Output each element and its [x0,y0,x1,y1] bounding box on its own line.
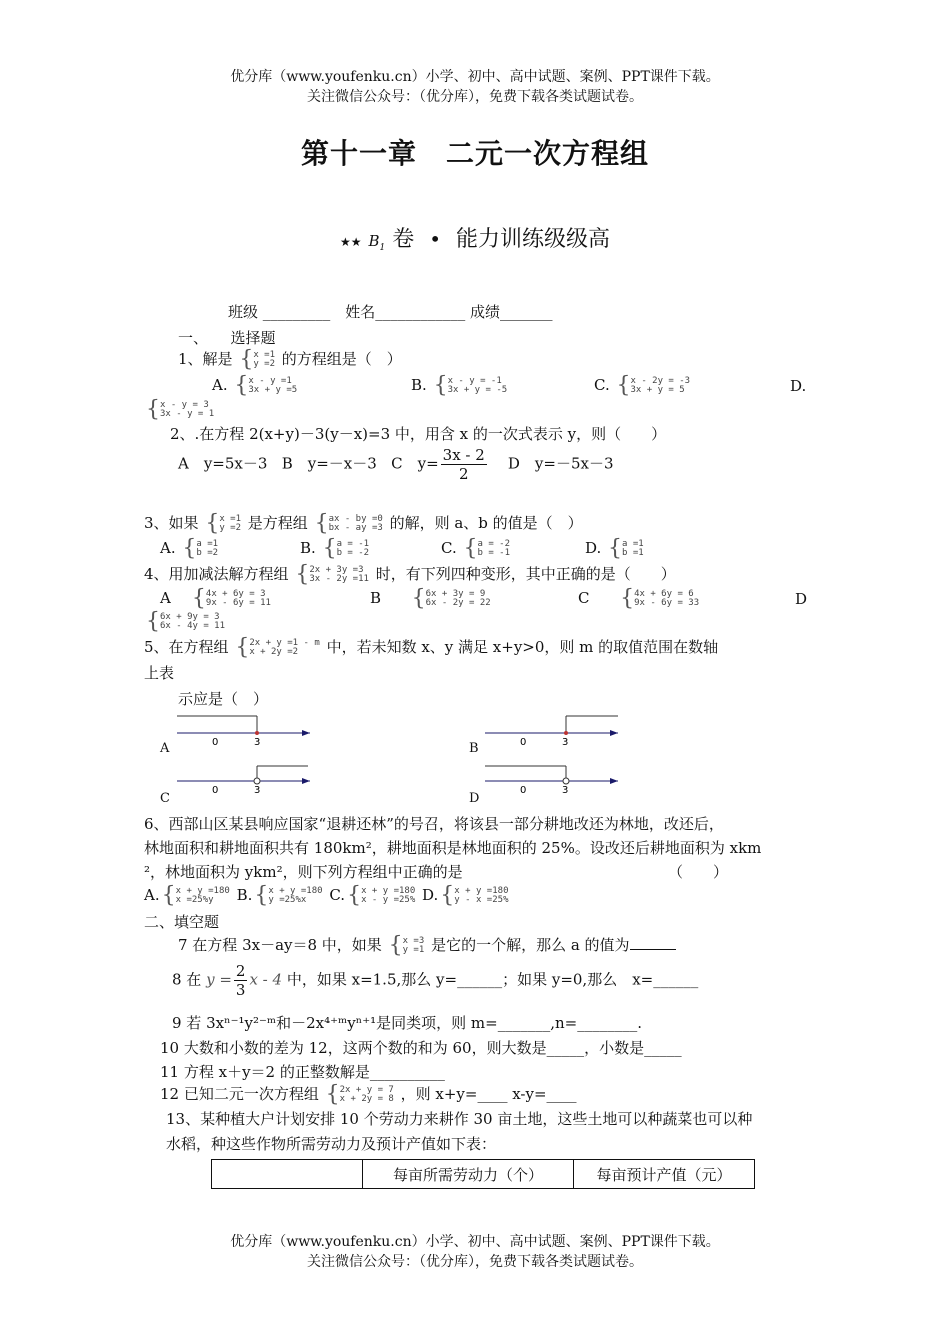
svg-text:3: 3 [254,785,261,796]
q4-option-b[interactable]: B {6x + 3y = 9 6x - 2y = 22 [370,586,491,611]
question-6-line-1: 6、西部山区某县响应国家“退耕还林”的号召，将该县一部分耕地改还为林地，改还后， [144,815,724,833]
question-12: 12 已知二元一次方程组 {2x + y = 7 x + 2y = 8 ，则 x+y=____ x-y=____ [160,1082,577,1107]
table-header-row [212,1160,755,1189]
q2-options [178,446,614,483]
number-line-d[interactable] [485,766,618,796]
svg-text:0: 0 [212,785,219,796]
svg-text:0: 0 [212,737,219,748]
question-6-line-2: 林地面积和耕地面积共有 180km²，耕地面积是林地面积的 25%。设改还后耕地面积为 xkm [144,839,762,857]
q1-option-d[interactable]: {x - y = 3 3x - y = 1 [146,397,215,422]
q1-option-a[interactable]: A. {x - y =1 3x + y =5 [212,373,298,398]
svg-text:3: 3 [562,737,569,748]
q3-option-d[interactable]: D. {a =1 b =1 [585,536,644,561]
question-4: 4、用加减法解方程组 {2x + 3y =3 3x - 2y =11 时，有下列四种变形，其中正确的是（ ） [144,562,676,587]
q6-option-d[interactable]: D.{x + y =180 y - x =25% [422,883,509,908]
question-13-line-2: 水稻，种这些作物所需劳动力及预计产值如下表： [166,1135,497,1153]
crop-table [211,1159,755,1189]
number-line-c[interactable] [177,766,310,796]
star-icon: ★★ [339,235,362,249]
q5-label-a: A [160,741,170,756]
table-header-cell [212,1160,363,1189]
number-line-a[interactable] [177,716,310,748]
q3-option-b[interactable]: B. {a = -1 b = -2 [300,536,370,561]
question-9: 9 若 3xⁿ⁻¹y²⁻ᵐ和－2x⁴⁺ᵐyⁿ⁺¹是同类项，则 m=_______,n=________. [172,1014,642,1032]
question-13-line-1: 13、某种植大户计划安排 10 个劳动力来耕作 30 亩土地，这些土地可以种蔬菜也可以种 [166,1110,753,1128]
question-1: 1、解是 {x =1 y =2 的方程组是（ ） [178,347,402,372]
q4-option-d[interactable]: {6x + 9y = 3 6x - 4y = 11 [146,609,226,634]
equation-system: {x =1 y =2 [239,347,276,372]
table-header-cell: 每亩预计产值（元） [574,1160,755,1189]
student-info-line: 班级 _________ 姓名____________ 成绩_______ [228,303,553,321]
bullet-icon: • [429,227,442,251]
subtitle [0,222,950,253]
svg-text:3: 3 [562,785,569,796]
q1-option-b[interactable]: B. {x - y = -1 3x + y = -5 [411,373,508,398]
q4-option-a[interactable]: A {4x + 6y = 3 9x - 6y = 11 [160,586,271,611]
section-fill-heading: 二、填空题 [144,913,220,931]
q6-option-c[interactable]: C.{x + y =180 x - y =25% [329,883,416,908]
q2-option-b[interactable]: B y=－x－3 [281,454,377,473]
q4-option-c[interactable]: C {4x + 6y = 6 9x - 6y = 33 [578,586,700,611]
question-2: 2、.在方程 2(x+y)－3(y－x)=3 中，用含 x 的一次式表示 y，则（ ） [170,425,667,443]
footer-line-1: 优分库（www.youfenku.cn）小学、初中、高中试题、案例、PPT课件下载。 [230,1234,720,1250]
question-5: 5、在方程组 {2x + y =1 - m x + 2y =2 中，若未知数 x、y 满足 x+y>0，则 m 的取值范围在数轴 [144,635,719,660]
svg-text:3: 3 [254,737,261,748]
number-line-b[interactable] [485,716,618,748]
q3-option-a[interactable]: A. {a =1 b =2 [160,536,219,561]
question-7: 7 在方程 3x－ay＝8 中，如果 {x =3 y =1 是它的一个解，那么 a 的值为 [178,934,676,957]
q4-option-d-label[interactable]: D [795,590,808,608]
q6-options [144,885,510,907]
subtitle-juan: 卷 [392,227,415,252]
footer-line-2: 关注微信公众号：（优分库），免费下载各类试题试卷。 [307,1254,643,1270]
q1-option-c[interactable]: C. {x - 2y = -3 3x + y = 5 [594,373,691,398]
q6-option-a[interactable]: A.{x + y =180 x =25%y [144,883,230,908]
q2-option-d[interactable]: D y=－5x－3 [507,454,614,473]
q5-label-c: C [160,791,170,806]
question-11: 11 方程 x＋y＝2 的正整数解是__________ [160,1063,445,1081]
q2-option-a[interactable]: A y=5x－3 [178,454,268,473]
page-title: 第十一章 二元一次方程组 [300,137,649,170]
table-header-cell: 每亩所需劳动力（个） [363,1160,574,1189]
svg-text:0: 0 [520,737,527,748]
answer-blank[interactable] [630,935,676,950]
section-choice-heading: 一、 选择题 [178,329,276,347]
q5-label-d: D [469,791,480,806]
question-6-line-3: ²，林地面积为 ykm²，则下列方程组中正确的是 [144,863,463,881]
q5-line-3: 示应是（ ） [178,690,269,708]
q2-option-c[interactable]: C y= [391,454,439,473]
q6-option-b[interactable]: B.{x + y =180 y =25%x [236,883,323,908]
header-line-1: 优分库（www.youfenku.cn）小学、初中、高中试题、案例、PPT课件下载。 [230,69,720,85]
b-symbol: $B_1$ [368,232,386,253]
q6-answer-paren: （ ） [668,863,729,881]
question-3: 3、如果 {x =1 y =2 是方程组 {ax - by =0 bx - ay =3 的解，则 a、b 的值是（ ） [144,511,583,536]
q1-option-d-label[interactable]: D. [790,377,807,395]
subtitle-text: 能力训练级级高 [456,227,611,252]
header-line-2: 关注微信公众号：（优分库），免费下载各类试题试卷。 [307,89,643,105]
q2-fraction: $\frac{3x - 2}{2}$ [442,446,485,483]
svg-text:0: 0 [520,785,527,796]
question-8: 8 在 y = $\frac{2}{3}$ x - 4 中，如果 x=1.5,那么 y=______；如果 y=0,那么 x=______ [172,962,699,999]
q5-label-b: B [469,741,479,756]
q3-option-c[interactable]: C. {a = -2 b = -1 [441,536,511,561]
number-line-options [150,710,630,810]
question-10: 10 大数和小数的差为 12，这两个数的和为 60，则大数是_____，小数是_____ [160,1039,682,1057]
q5-line-2: 上表 [144,664,175,682]
